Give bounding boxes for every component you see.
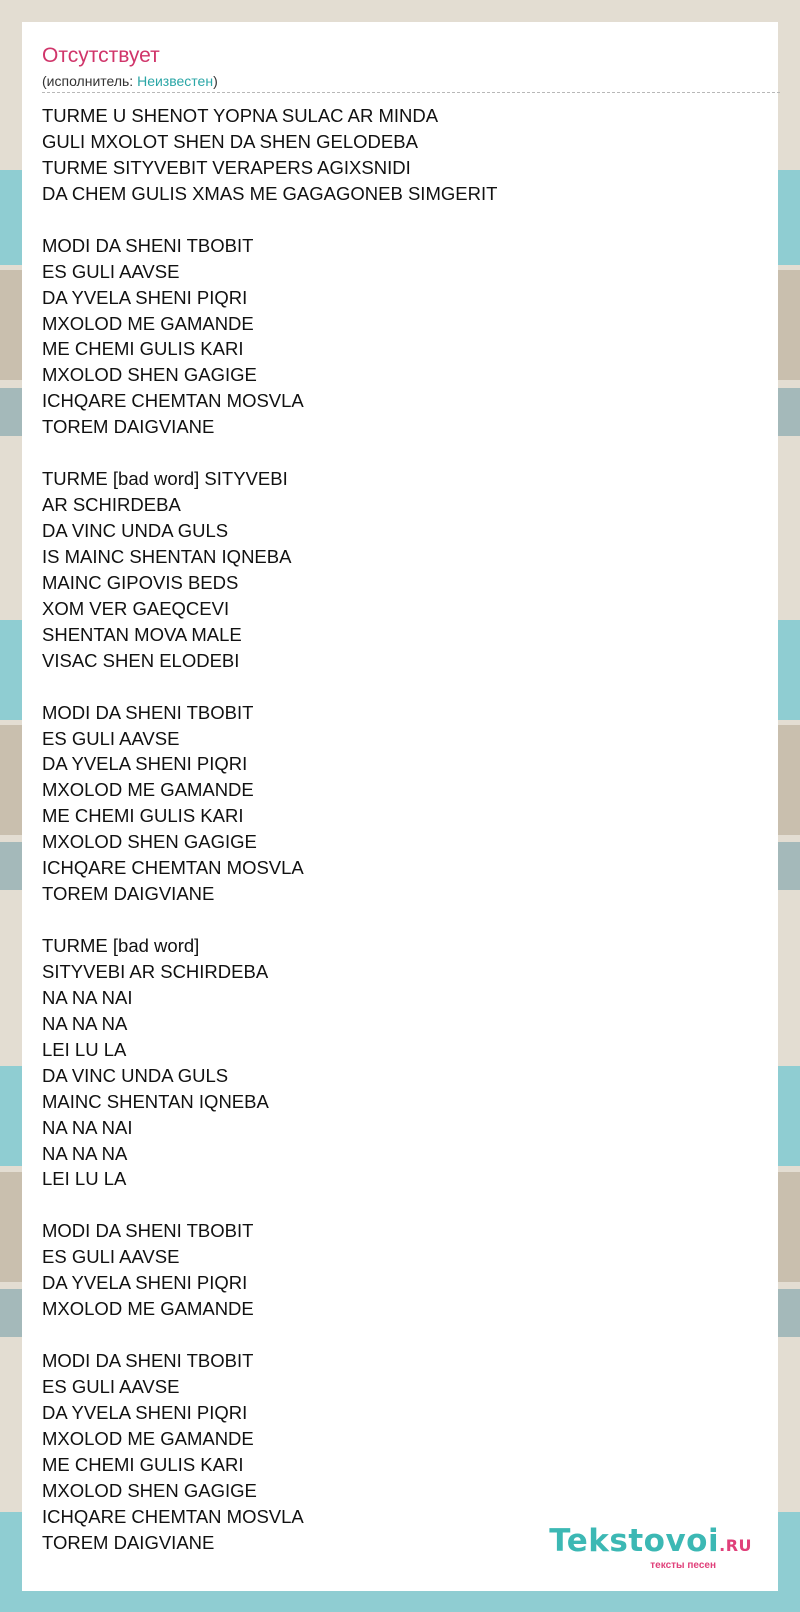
lyric-line: TOREM DAIGVIANE bbox=[42, 883, 215, 905]
lyric-line: VISAC SHEN ELODEBI bbox=[42, 649, 240, 671]
lyrics-card bbox=[22, 22, 778, 1591]
lyric-line: ES GULI AAVSE bbox=[42, 260, 180, 282]
lyric-line: MXOLOD SHEN GAGIGE bbox=[42, 1479, 257, 1501]
lyric-line: XOM VER GAEQCEVI bbox=[42, 597, 230, 619]
lyric-line: DA CHEM GULIS XMAS ME GAGAGONEB SIMGERIT bbox=[42, 182, 498, 204]
lyric-line: MAINC GIPOVIS BEDS bbox=[42, 571, 239, 593]
lyric-line: DA YVELA SHENI PIQRI bbox=[42, 1401, 248, 1423]
lyric-line: TURME SITYVEBIT VERAPERS AGIXSNIDI bbox=[42, 156, 411, 178]
logo-tagline: тексты песен bbox=[650, 1560, 716, 1571]
lyric-line: MODI DA SHENI TBOBIT bbox=[42, 1350, 254, 1371]
lyric-line: MODI DA SHENI TBOBIT bbox=[42, 1220, 254, 1242]
lyric-line: LEI LU LA bbox=[42, 1038, 127, 1060]
lyric-line bbox=[42, 1322, 497, 1348]
lyric-line: TURME U SHENOT YOPNA SULAC AR MINDA bbox=[42, 105, 439, 126]
lyric-line: MXOLOD ME GAMANDE bbox=[42, 312, 254, 334]
artist-link[interactable]: Неизвестен bbox=[137, 73, 214, 89]
lyric-line: ICHQARE CHEMTAN MOSVLA bbox=[42, 1505, 304, 1527]
logo-tld: .RU bbox=[719, 1536, 752, 1555]
lyric-line: ES GULI AAVSE bbox=[42, 727, 180, 749]
lyric-line: LEI LU LA bbox=[42, 1168, 127, 1190]
lyric-line: DA VINC UNDA GULS bbox=[42, 520, 229, 541]
logo-name: Tekstovoi bbox=[549, 1523, 720, 1559]
lyric-line: MAINC SHENTAN IQNEBA bbox=[42, 1090, 269, 1112]
lyric-line: DA YVELA SHENI PIQRI bbox=[42, 753, 248, 775]
lyric-line: ES GULI AAVSE bbox=[42, 1375, 180, 1397]
artist-suffix: ) bbox=[213, 73, 218, 89]
lyric-line: NA NA NAI bbox=[42, 1116, 133, 1138]
lyric-line: ES GULI AAVSE bbox=[42, 1246, 180, 1268]
lyric-line: MXOLOD ME GAMANDE bbox=[42, 1427, 254, 1449]
lyric-line: NA NA NA bbox=[42, 1142, 128, 1164]
lyric-line: MODI DA SHENI TBOBIT bbox=[42, 234, 254, 256]
lyric-line: NA NA NA bbox=[42, 1012, 128, 1034]
lyric-line: MXOLOD SHEN GAGIGE bbox=[42, 831, 257, 853]
lyric-line: SITYVEBI AR SCHIRDEBA bbox=[42, 960, 269, 982]
lyric-line: NA NA NAI bbox=[42, 986, 133, 1008]
lyric-line: DA YVELA SHENI PIQRI bbox=[42, 1272, 248, 1294]
lyric-line: MXOLOD ME GAMANDE bbox=[42, 779, 254, 801]
artist-line bbox=[42, 72, 218, 90]
lyric-line bbox=[42, 674, 497, 700]
lyric-line: TURME [bad word] SITYVEBI bbox=[42, 468, 288, 490]
lyric-line: MODI DA SHENI TBOBIT bbox=[42, 701, 254, 723]
lyric-line bbox=[42, 907, 497, 933]
song-title: Отсутствует bbox=[42, 44, 160, 67]
lyric-line: TURME [bad word] bbox=[42, 935, 200, 956]
lyric-line bbox=[42, 1192, 497, 1218]
lyric-line: MXOLOD SHEN GAGIGE bbox=[42, 364, 257, 386]
lyrics-text bbox=[42, 103, 497, 1556]
lyric-line: ME CHEMI GULIS KARI bbox=[42, 805, 244, 827]
lyric-line: AR SCHIRDEBA bbox=[42, 494, 181, 516]
lyric-line: SHENTAN MOVA MALE bbox=[42, 623, 242, 645]
lyric-line: ME CHEMI GULIS KARI bbox=[42, 338, 244, 360]
lyric-line bbox=[42, 440, 497, 466]
lyric-line: IS MAINC SHENTAN IQNEBA bbox=[42, 545, 292, 567]
lyric-line: ME CHEMI GULIS KARI bbox=[42, 1453, 244, 1475]
lyric-line: ICHQARE CHEMTAN MOSVLA bbox=[42, 390, 304, 412]
lyric-line: MXOLOD ME GAMANDE bbox=[42, 1298, 254, 1320]
lyric-line: GULI MXOLOT SHEN DA SHEN GELODEBA bbox=[42, 130, 418, 152]
site-logo[interactable] bbox=[549, 1524, 752, 1571]
lyric-line bbox=[42, 207, 497, 233]
lyric-line: ICHQARE CHEMTAN MOSVLA bbox=[42, 857, 304, 879]
divider bbox=[42, 92, 780, 93]
lyric-line: DA YVELA SHENI PIQRI bbox=[42, 286, 248, 308]
lyric-line: DA VINC UNDA GULS bbox=[42, 1064, 229, 1086]
lyric-line: TOREM DAIGVIANE bbox=[42, 416, 215, 438]
artist-prefix: (исполнитель: bbox=[42, 73, 138, 89]
lyric-line: TOREM DAIGVIANE bbox=[42, 1531, 215, 1553]
